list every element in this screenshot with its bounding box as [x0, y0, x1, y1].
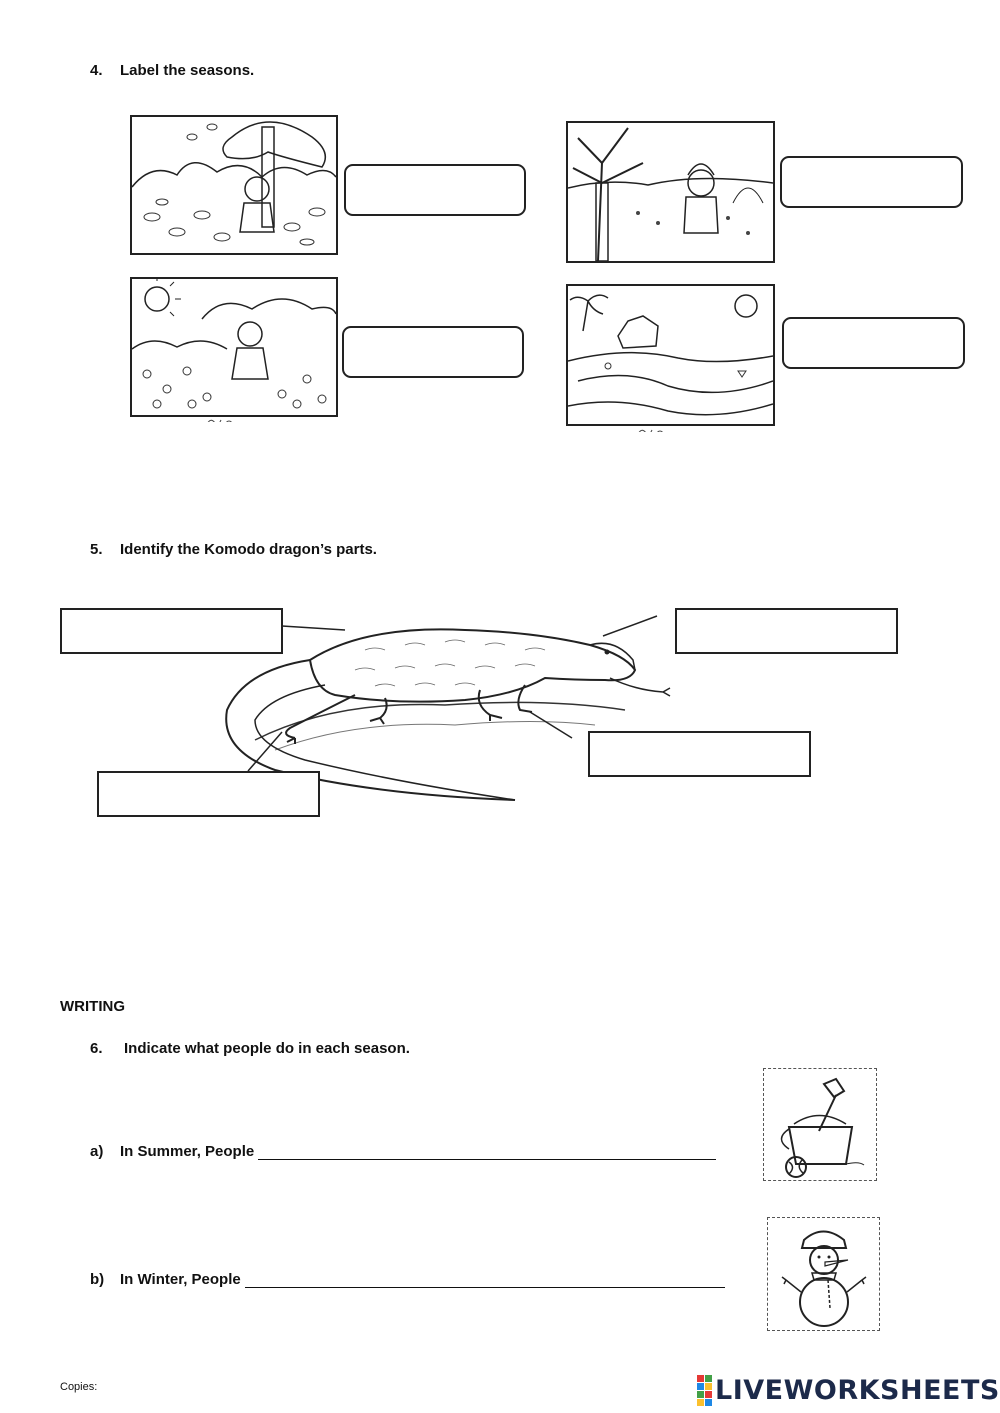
dragon-part-box-tail[interactable]: [97, 771, 320, 817]
liveworksheets-logo: [697, 1375, 1000, 1406]
q6-heading: 6. Indicate what people do in each season.: [90, 1040, 410, 1057]
q6-item-summer: a) In Summer, People: [90, 1143, 716, 1160]
snowman-picture: [767, 1217, 880, 1331]
copies-label: Copies:: [60, 1381, 98, 1393]
dragon-part-box-head[interactable]: [675, 608, 898, 654]
q5-heading: 5. Identify the Komodo dragon’s parts.: [90, 541, 377, 558]
summer-answer-line[interactable]: [258, 1145, 716, 1160]
sand-bucket-picture: [763, 1068, 877, 1181]
winter-answer-line[interactable]: [245, 1273, 725, 1288]
liveworksheets-brand-text: LIVEWORKSHEETS: [715, 1375, 1000, 1406]
liveworksheets-logo-icon: [697, 1375, 712, 1406]
q6-item-winter: b) In Winter, People: [90, 1271, 725, 1288]
dragon-part-box-leg[interactable]: [588, 731, 811, 777]
dragon-part-box-back[interactable]: [60, 608, 283, 654]
q4-heading: 4. Label the seasons.: [90, 62, 255, 79]
writing-heading: WRITING: [60, 998, 125, 1015]
